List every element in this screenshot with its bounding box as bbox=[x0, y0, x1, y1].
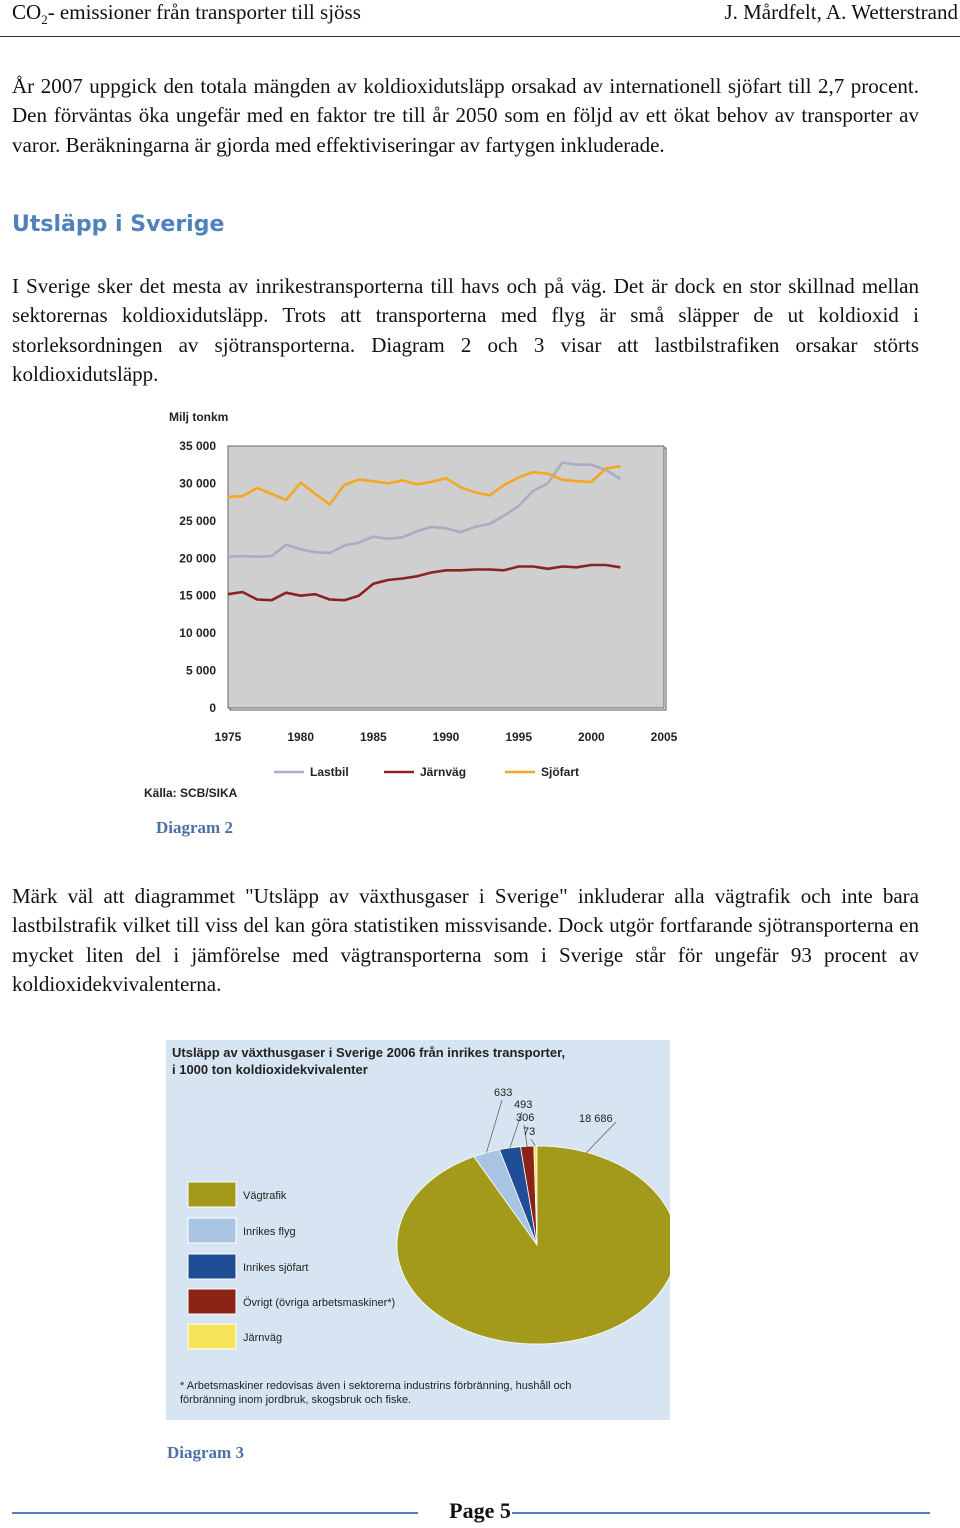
y-tick-label: 35 000 bbox=[179, 439, 216, 453]
header-divider bbox=[0, 36, 960, 37]
pie-value-label: 633 bbox=[494, 1087, 513, 1099]
pie-chart-emissions bbox=[166, 1040, 670, 1420]
pie-value-label: 493 bbox=[514, 1099, 533, 1111]
diagram-2-caption: Diagram 2 bbox=[156, 818, 233, 837]
pie-legend-label: Övrigt (övriga arbetsmaskiner*) bbox=[243, 1297, 396, 1309]
plot-area bbox=[228, 446, 664, 708]
section-heading: Utsläpp i Sverige bbox=[12, 212, 225, 237]
document-header-authors: J. Mårdfelt, A. Wetterstrand bbox=[724, 0, 958, 24]
x-tick-label: 1995 bbox=[505, 730, 533, 744]
pie-legend-swatch bbox=[188, 1182, 236, 1207]
line-chart-tonkm bbox=[140, 400, 700, 810]
y-tick-label: 0 bbox=[209, 701, 216, 715]
footer-rule-right bbox=[512, 1512, 930, 1514]
pie-value-label-main: 18 686 bbox=[579, 1113, 613, 1125]
y-tick-label: 5 000 bbox=[185, 663, 216, 678]
pie-value-label: 73 bbox=[523, 1126, 536, 1138]
x-tick-label: 2000 bbox=[577, 730, 605, 744]
x-tick-label: 1985 bbox=[359, 730, 387, 744]
y-tick-label: 30 000 bbox=[179, 476, 216, 491]
pie-value-label: 306 bbox=[516, 1112, 535, 1124]
x-tick-label: 1980 bbox=[287, 730, 315, 744]
x-tick-label: 1975 bbox=[214, 730, 242, 744]
legend-label-lastbil: Lastbil bbox=[310, 765, 349, 779]
x-tick-label: 1990 bbox=[432, 730, 460, 744]
legend-label-sjöfart: Sjöfart bbox=[541, 765, 580, 779]
pie-legend-label: Inrikes sjöfart bbox=[243, 1262, 309, 1274]
pie-title-line2: i 1000 ton koldioxidekvivalenter bbox=[172, 1062, 368, 1077]
pie-title-line1: Utsläpp av växthusgaser i Sverige 2006 från inrikes transporter, bbox=[172, 1045, 566, 1060]
document-header-title: $CO_2-$ emissioner från transporter till sjöss bbox=[12, 0, 361, 28]
chart-source: Källa: SCB/SIKA bbox=[144, 786, 238, 800]
x-tick-label: 2005 bbox=[650, 730, 678, 744]
intro-paragraph: År 2007 uppgick den totala mängden av koldioxidutsläpp orsakad av internationell sjöfart till 2,7 procent. Den förväntas öka ungefär med en faktor tre till år 2050 som en följd av ett ökat behov av transporter av varor. Beräkningarna är gjorda med effektiviseringar av fartygen inkluderade. bbox=[12, 74, 919, 157]
y-tick-label: 25 000 bbox=[179, 513, 216, 528]
pie-legend-swatch bbox=[188, 1324, 236, 1349]
pie-legend-label: Järnväg bbox=[243, 1332, 283, 1344]
legend-label-järnväg: Järnväg bbox=[420, 765, 467, 779]
y-tick-label: 15 000 bbox=[179, 588, 216, 603]
pie-legend-swatch bbox=[188, 1289, 236, 1314]
sweden-paragraph: I Sverige sker det mesta av inrikestransporterna till havs och på väg. Det är dock en stor skillnad mellan sektorernas koldioxidutsläpp. Trots att transporterna med flyg är små släpper de ut koldioxid i storleksordningen av sjötransporterna. Diagram 2 och 3 visar att lastbilstrafiken orsakar störts koldioxidutsläpp. bbox=[12, 274, 919, 387]
pie-legend-swatch bbox=[188, 1254, 236, 1279]
pie-footnote-line1: * Arbetsmaskiner redovisas även i sektorerna industrins förbränning, hushåll och bbox=[180, 1380, 572, 1392]
page-number: Page 5 bbox=[449, 1498, 511, 1523]
pie-legend-swatch bbox=[188, 1218, 236, 1243]
chart-ylabel: Milj tonkm bbox=[169, 410, 229, 424]
y-tick-label: 20 000 bbox=[179, 551, 216, 566]
diagram-3-caption: Diagram 3 bbox=[167, 1443, 244, 1462]
pie-legend-label: Inrikes flyg bbox=[243, 1226, 296, 1238]
note-paragraph: Märk väl att diagrammet "Utsläpp av växthusgaser i Sverige" inkluderar alla vägtrafik och inte bara lastbilstrafik vilket till viss del kan göra statistiken missvisande. Dock utgör fortfarande sjötransporterna en mycket liten del i jämförelse med vägtransporterna som i Sverige står för ungefär 93 procent av koldioxidekvivalenterna. bbox=[12, 884, 919, 997]
pie-legend-label: Vägtrafik bbox=[243, 1190, 287, 1202]
pie-footnote-line2: förbränning inom jordbruk, skogsbruk och fiske. bbox=[180, 1394, 412, 1406]
y-tick-label: 10 000 bbox=[179, 626, 216, 641]
